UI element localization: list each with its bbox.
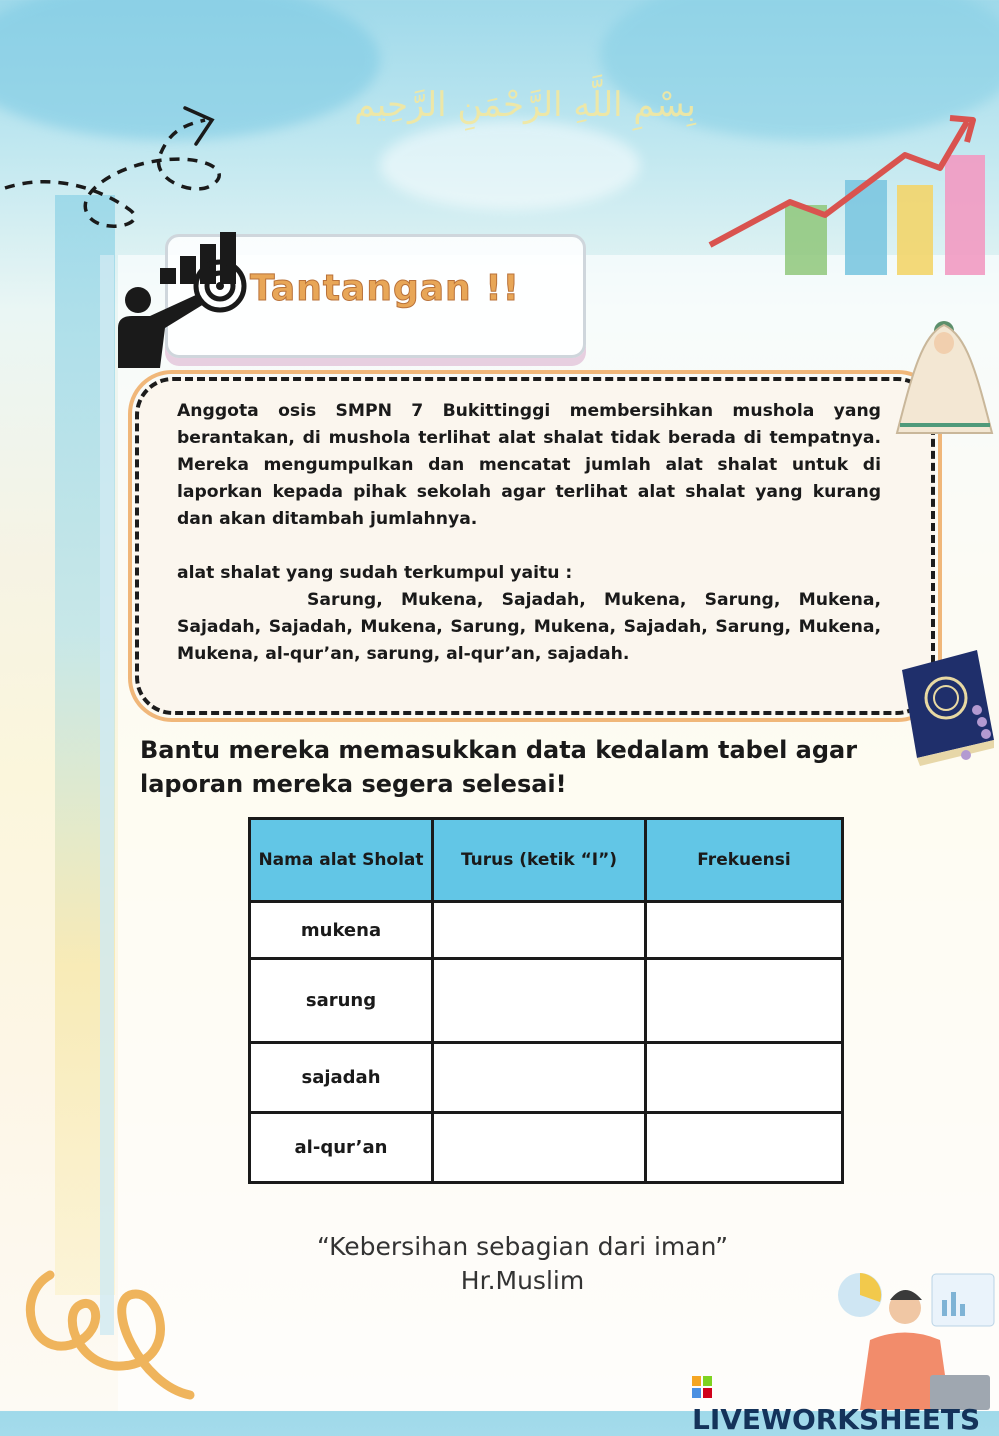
frequency-input[interactable] <box>646 959 843 1043</box>
tally-input[interactable] <box>433 1113 646 1183</box>
row-label: mukena <box>250 902 433 959</box>
instruction-text: Bantu mereka memasukkan data kedalam tabel agar laporan mereka segera selesai! <box>140 736 858 798</box>
collected-items-list: Sarung, Mukena, Sajadah, Mukena, Sarung, Mukena, Sajadah, Sajadah, Mukena, Sarung, Mukena, Sajadah, Sarung, Mukena, Mukena, al-qur’an, sarung, al-qur’an, sajadah. <box>177 590 881 664</box>
tally-input[interactable] <box>433 959 646 1043</box>
liveworksheets-logo <box>692 1370 999 1436</box>
row-label: sarung <box>250 959 433 1043</box>
quote <box>250 1230 795 1298</box>
mukena-figure-icon <box>892 315 997 445</box>
table-row <box>250 1043 843 1113</box>
quote-text: “Kebersihan sebagian dari iman” <box>316 1232 729 1261</box>
story-paragraph: Anggota osis SMPN 7 Bukittinggi membersihkan mushola yang berantakan, di mushola terlihat alat shalat tidak berada di tempatnya. Mereka mengumpulkan dan mencatat jumlah alat shalat untuk di laporkan kepada pihak sekolah agar terlihat alat shalat yang kurang dan akan ditambah jumlahnya. <box>177 401 881 529</box>
bismillah-calligraphy: بِسْمِ اللَّهِ الرَّحْمَنِ الرَّحِيم <box>354 85 696 125</box>
brand-name: LIVEWORKSHEETS <box>692 1403 981 1436</box>
story-text <box>177 398 881 668</box>
tally-input[interactable] <box>433 902 646 959</box>
quote-source: Hr.Muslim <box>460 1266 585 1295</box>
table-row <box>250 902 843 959</box>
side-stripe <box>100 255 114 1335</box>
header-frequency: Frekuensi <box>646 819 843 902</box>
growth-chart-icon <box>705 110 995 280</box>
tally-input[interactable] <box>433 1043 646 1113</box>
target-person-icon <box>110 228 250 368</box>
row-label: sajadah <box>250 1043 433 1113</box>
frequency-input[interactable] <box>646 1113 843 1183</box>
frequency-input[interactable] <box>646 1043 843 1113</box>
table-header-row <box>250 819 843 902</box>
liveworksheets-badge-icon <box>692 1376 712 1398</box>
list-intro: alat shalat yang sudah terkumpul yaitu : <box>177 563 573 583</box>
dashed-arrow-icon <box>0 100 230 240</box>
row-label: al-qur’an <box>250 1113 433 1183</box>
page-title: Tantangan !! <box>250 268 521 309</box>
frequency-input[interactable] <box>646 902 843 959</box>
header-tally: Turus (ketik “I”) <box>433 819 646 902</box>
table-row <box>250 1113 843 1183</box>
frequency-table <box>248 817 844 1184</box>
header-item-name: Nama alat Sholat <box>250 819 433 902</box>
table-row <box>250 959 843 1043</box>
swirl-doodle-icon <box>10 1255 230 1405</box>
